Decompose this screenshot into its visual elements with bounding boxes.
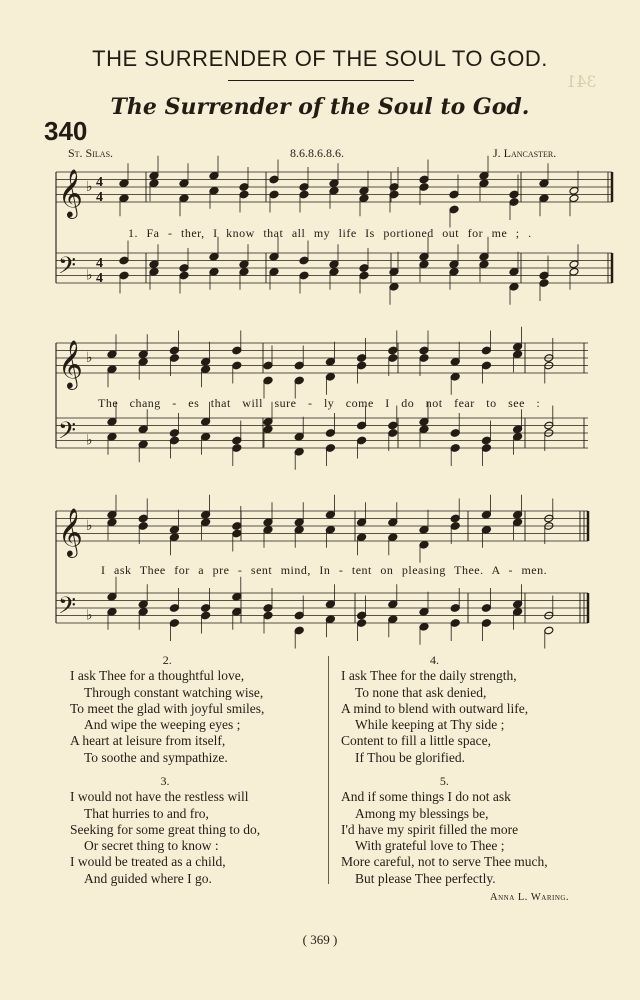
- note-head: [450, 604, 460, 613]
- note-head: [269, 252, 279, 261]
- composer: J. Lancaster.: [493, 146, 557, 160]
- verse-line: More careful, not to serve Thee much,: [341, 854, 548, 870]
- note-head: [209, 267, 219, 276]
- note-head: [359, 186, 369, 195]
- note-head: [481, 361, 491, 370]
- verse-4: [341, 652, 528, 766]
- note-head: [239, 260, 249, 269]
- note-head: [569, 260, 579, 269]
- note-head: [569, 267, 579, 276]
- verse-number: 2.: [162, 653, 172, 667]
- note-head: [169, 429, 179, 438]
- flat-sign: ♭: [86, 267, 93, 284]
- time-signature: 4: [96, 256, 103, 271]
- note-head: [357, 354, 367, 363]
- verse-line: Through constant watching wise,: [84, 684, 264, 700]
- note-head: [329, 186, 339, 195]
- note-head: [138, 514, 148, 523]
- note-head: [209, 186, 219, 195]
- note-head: [169, 525, 179, 534]
- note-head: [481, 510, 491, 519]
- note-head: [138, 600, 148, 609]
- note-head: [481, 444, 491, 453]
- note-head: [179, 271, 189, 280]
- note-head: [539, 279, 549, 288]
- note-head: [263, 525, 273, 534]
- note-head: [107, 607, 117, 616]
- note-head: [232, 361, 242, 370]
- note-head: [119, 179, 129, 188]
- note-head: [325, 372, 335, 381]
- verse-line: And if some things I do not ask: [341, 789, 511, 805]
- note-head: [232, 522, 242, 531]
- note-head: [294, 447, 304, 456]
- flat-sign: ♭: [86, 432, 93, 449]
- column-divider: [328, 656, 329, 884]
- note-head: [329, 179, 339, 188]
- verse-line: A heart at leisure from itself,: [70, 733, 226, 749]
- note-head: [299, 190, 309, 199]
- note-head: [359, 271, 369, 280]
- verse-line: Or secret thing to know :: [84, 838, 219, 854]
- page-number: ( 369 ): [302, 932, 338, 947]
- note-head: [179, 264, 189, 273]
- lyric-line-2: The chang - es that will sure - ly come I do not fear to see :: [98, 396, 541, 410]
- tune-name: St. Silas.: [68, 146, 114, 160]
- note-head: [359, 194, 369, 203]
- note-head: [539, 179, 549, 188]
- note-head: [299, 256, 309, 265]
- note-head: [263, 604, 273, 613]
- note-head: [481, 346, 491, 355]
- note-head: [294, 611, 304, 620]
- note-head: [138, 425, 148, 434]
- time-signature: 4: [96, 175, 103, 190]
- flat-sign: ♭: [86, 607, 93, 624]
- note-head: [169, 604, 179, 613]
- note-head: [359, 264, 369, 273]
- treble-clef: 𝄞: [58, 168, 83, 217]
- note-head: [389, 267, 399, 276]
- verse-line: I'd have my spirit filled the more: [341, 821, 519, 837]
- note-head: [389, 190, 399, 199]
- note-head: [419, 260, 429, 269]
- note-head: [539, 271, 549, 280]
- note-head: [294, 525, 304, 534]
- note-head: [388, 346, 398, 355]
- note-head: [149, 267, 159, 276]
- note-head: [450, 372, 460, 381]
- note-head: [479, 179, 489, 188]
- bass-clef: 𝄢: [58, 416, 77, 450]
- note-head: [357, 611, 367, 620]
- verse-line: To soothe and sympathize.: [84, 749, 228, 765]
- note-head: [138, 357, 148, 366]
- note-head: [263, 518, 273, 527]
- note-head: [107, 365, 117, 374]
- note-head: [325, 600, 335, 609]
- treble-clef: 𝄞: [58, 507, 83, 556]
- hymn-number: 340: [44, 116, 88, 146]
- note-head: [388, 354, 398, 363]
- verse-5: [341, 773, 548, 887]
- verse-line: Content to fill a little space,: [341, 733, 491, 749]
- note-head: [325, 615, 335, 624]
- note-head: [232, 444, 242, 453]
- note-head: [357, 436, 367, 445]
- note-head: [239, 267, 249, 276]
- note-head: [481, 604, 491, 613]
- note-head: [544, 626, 554, 635]
- note-head: [449, 205, 459, 214]
- note-head: [509, 267, 519, 276]
- note-head: [419, 252, 429, 261]
- note-head: [388, 533, 398, 542]
- verse-line: I would be treated as a child,: [70, 854, 226, 870]
- flat-sign: ♭: [86, 179, 93, 195]
- note-head: [419, 622, 429, 631]
- note-head: [169, 436, 179, 445]
- verse-line: I would not have the restless will: [70, 789, 249, 805]
- note-head: [479, 260, 489, 269]
- note-head: [232, 607, 242, 616]
- note-head: [513, 510, 523, 519]
- note-head: [449, 260, 459, 269]
- note-head: [357, 619, 367, 628]
- note-head: [149, 171, 159, 180]
- verse-line: And wipe the weeping eyes ;: [84, 717, 241, 733]
- note-head: [419, 525, 429, 534]
- note-head: [325, 429, 335, 438]
- verse-line: With grateful love to Thee ;: [355, 838, 505, 854]
- note-head: [450, 444, 460, 453]
- meter: 8.6.8.6.8.6.: [290, 146, 344, 160]
- note-head: [509, 198, 519, 207]
- note-head: [209, 171, 219, 180]
- note-head: [449, 190, 459, 199]
- note-head: [107, 350, 117, 359]
- note-head: [357, 518, 367, 527]
- bass-clef: 𝄢: [58, 591, 77, 625]
- verse-3: [70, 773, 260, 887]
- flat-sign: ♭: [86, 350, 93, 366]
- note-head: [119, 194, 129, 203]
- note-head: [239, 190, 249, 199]
- bleed-through-number: 341: [566, 72, 597, 91]
- note-head: [450, 429, 460, 438]
- note-head: [325, 357, 335, 366]
- note-head: [107, 432, 117, 441]
- note-head: [388, 600, 398, 609]
- verse-line: While keeping at Thy side ;: [355, 717, 505, 733]
- note-head: [263, 361, 273, 370]
- note-head: [479, 252, 489, 261]
- note-head: [232, 346, 242, 355]
- verse-line: To none that ask denied,: [355, 684, 487, 700]
- note-head: [232, 592, 242, 601]
- lyric-line-3: I ask Thee for a pre - sent mind, In - tent on pleasing Thee. A - men.: [101, 563, 548, 577]
- note-head: [329, 267, 339, 276]
- note-head: [179, 194, 189, 203]
- note-head: [325, 444, 335, 453]
- note-head: [450, 514, 460, 523]
- note-head: [388, 615, 398, 624]
- note-head: [201, 510, 211, 519]
- verse-line: Seeking for some great thing to do,: [70, 821, 261, 837]
- note-head: [107, 592, 117, 601]
- note-head: [481, 436, 491, 445]
- note-head: [513, 600, 523, 609]
- note-head: [509, 282, 519, 291]
- note-head: [419, 175, 429, 184]
- page-title: THE SURRENDER OF THE SOUL TO GOD.: [92, 46, 548, 71]
- note-head: [169, 346, 179, 355]
- note-head: [479, 171, 489, 180]
- verse-line: That hurries to and fro,: [84, 805, 209, 821]
- note-head: [389, 183, 399, 192]
- note-head: [138, 440, 148, 449]
- note-head: [232, 436, 242, 445]
- verse-line: If Thou be glorified.: [355, 749, 465, 765]
- time-signature: 4: [96, 271, 103, 286]
- note-head: [481, 525, 491, 534]
- note-head: [294, 376, 304, 385]
- time-signature: 4: [96, 190, 103, 205]
- note-head: [201, 432, 211, 441]
- treble-clef: 𝄞: [58, 339, 83, 388]
- note-head: [450, 619, 460, 628]
- note-head: [239, 183, 249, 192]
- note-head: [263, 376, 273, 385]
- bass-clef: 𝄢: [58, 251, 77, 285]
- note-head: [419, 425, 429, 434]
- note-head: [294, 361, 304, 370]
- note-head: [107, 417, 117, 426]
- note-head: [389, 282, 399, 291]
- verse-line: Among my blessings be,: [355, 805, 489, 821]
- note-head: [388, 518, 398, 527]
- hymn-title: The Surrender of the Soul to God.: [110, 94, 530, 120]
- verse-number: 3.: [160, 774, 170, 788]
- note-head: [149, 260, 159, 269]
- note-head: [299, 271, 309, 280]
- note-head: [569, 186, 579, 195]
- verse-line: I ask Thee for the daily strength,: [341, 668, 517, 684]
- note-head: [201, 611, 211, 620]
- note-head: [449, 267, 459, 276]
- note-head: [119, 256, 129, 265]
- verse-number: 5.: [439, 774, 449, 788]
- note-head: [481, 619, 491, 628]
- note-head: [149, 179, 159, 188]
- note-head: [107, 510, 117, 519]
- note-head: [509, 190, 519, 199]
- note-head: [107, 518, 117, 527]
- note-head: [513, 342, 523, 351]
- note-head: [419, 607, 429, 616]
- note-head: [450, 357, 460, 366]
- note-head: [388, 429, 398, 438]
- note-head: [357, 421, 367, 430]
- note-head: [201, 357, 211, 366]
- note-head: [513, 425, 523, 434]
- note-head: [263, 417, 273, 426]
- note-head: [201, 417, 211, 426]
- note-head: [419, 346, 429, 355]
- note-head: [209, 252, 219, 261]
- note-head: [419, 183, 429, 192]
- author: Anna L. Waring.: [490, 892, 570, 903]
- note-head: [269, 267, 279, 276]
- note-head: [513, 432, 523, 441]
- note-head: [169, 533, 179, 542]
- note-head: [450, 522, 460, 531]
- note-head: [513, 350, 523, 359]
- flat-sign: ♭: [86, 518, 93, 534]
- note-head: [169, 354, 179, 363]
- note-head: [294, 432, 304, 441]
- note-head: [269, 175, 279, 184]
- note-head: [357, 361, 367, 370]
- note-head: [201, 365, 211, 374]
- note-head: [138, 350, 148, 359]
- verse-line: A mind to blend with outward life,: [341, 700, 529, 716]
- note-head: [294, 626, 304, 635]
- note-head: [138, 522, 148, 531]
- note-head: [263, 425, 273, 434]
- verse-line: And guided where I go.: [84, 870, 212, 886]
- note-head: [419, 417, 429, 426]
- verse-line: To meet the glad with joyful smiles,: [70, 700, 265, 716]
- note-head: [513, 518, 523, 527]
- note-head: [138, 607, 148, 616]
- verse-line: But please Thee perfectly.: [355, 870, 496, 886]
- note-head: [513, 607, 523, 616]
- note-head: [299, 183, 309, 192]
- note-head: [201, 518, 211, 527]
- note-head: [419, 354, 429, 363]
- verse-2: [70, 652, 264, 766]
- note-head: [294, 518, 304, 527]
- note-head: [539, 194, 549, 203]
- verse-number: 4.: [430, 653, 440, 667]
- note-head: [169, 619, 179, 628]
- note-head: [357, 533, 367, 542]
- note-head: [388, 421, 398, 430]
- note-head: [325, 510, 335, 519]
- note-head: [569, 194, 579, 203]
- note-head: [419, 540, 429, 549]
- note-head: [201, 604, 211, 613]
- note-head: [269, 190, 279, 199]
- note-head: [263, 611, 273, 620]
- note-head: [329, 260, 339, 269]
- note-head: [232, 529, 242, 538]
- note-head: [325, 525, 335, 534]
- lyric-line-1: 1. Fa - ther, I know that all my life Is portioned out for me ; .: [128, 226, 532, 240]
- note-head: [119, 271, 129, 280]
- verse-line: I ask Thee for a thoughtful love,: [70, 668, 245, 684]
- note-head: [179, 179, 189, 188]
